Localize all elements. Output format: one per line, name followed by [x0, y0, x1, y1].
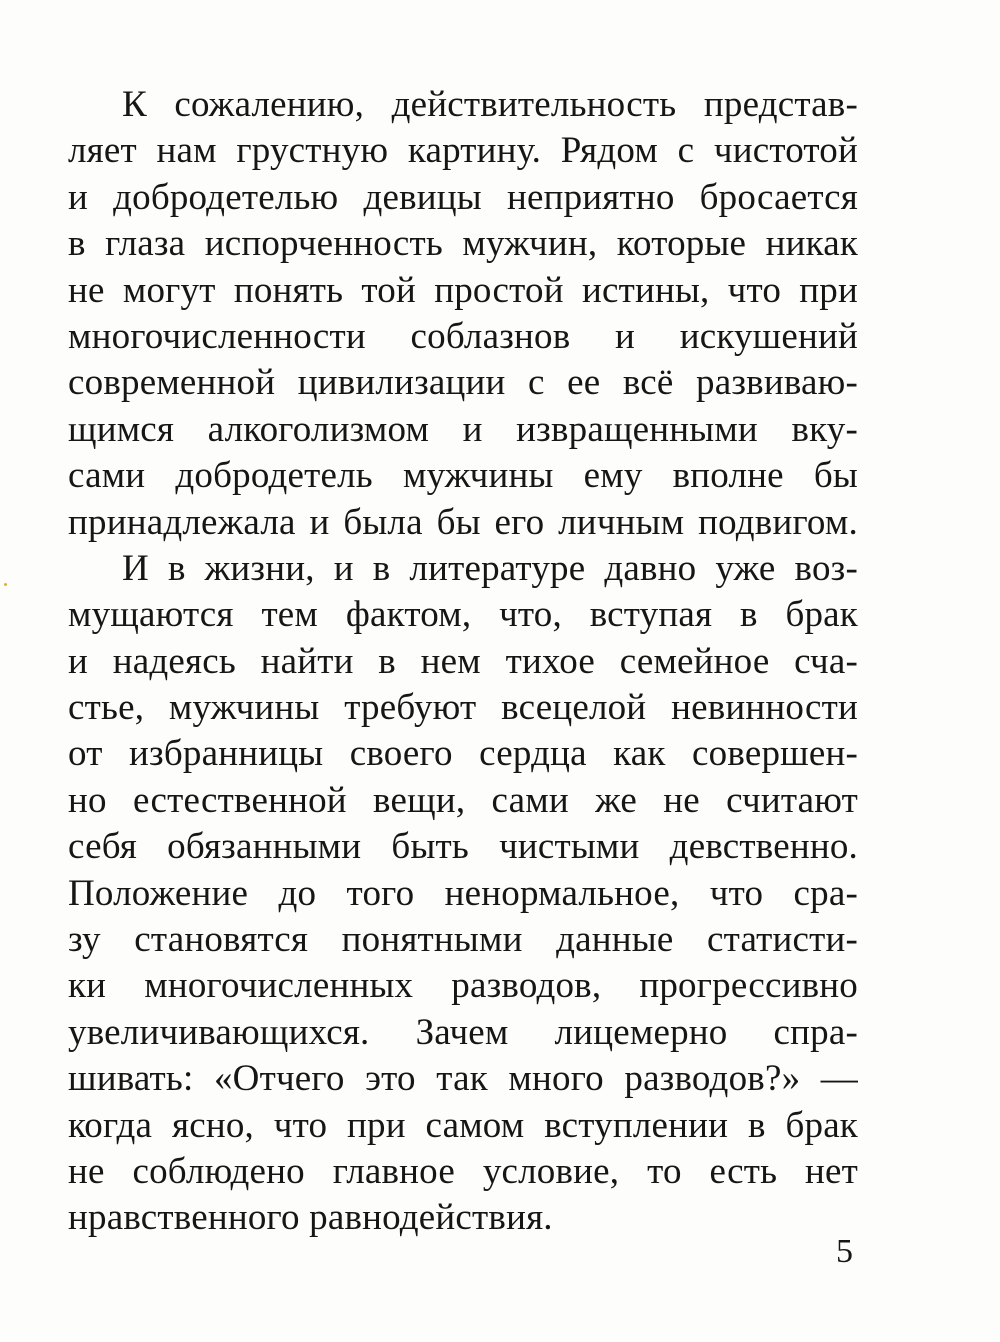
paragraph-1-line-10: принадлежала и была бы его личным подвигом. — [68, 501, 858, 543]
paragraph-2-line-7: себя обязанными быть чистыми девственно. — [68, 826, 858, 868]
paragraph-2-line-4: стье, мужчины требуют всецелой невинности — [68, 687, 858, 729]
paragraph-2-line-14: не соблюдено главное условие, то есть нет — [68, 1150, 858, 1192]
paragraph-2-line-1: И в жизни, и в литературе давно уже воз- — [122, 547, 858, 589]
paragraph-1-line-1: К сожалению, действительность представ- — [122, 84, 858, 125]
paragraph-1-line-9: сами добродетель мужчины ему вполне бы — [68, 455, 858, 497]
paragraph-2-line-12: шивать: «Отчего это так много разводов?» — — [68, 1058, 858, 1100]
paragraph-2-line-13: когда ясно, что при самом вступлении в брак — [68, 1104, 858, 1146]
paragraph-1-line-8: щимся алкоголизмом и извращенными вку- — [68, 408, 858, 450]
paragraph-1-line-4: в глаза испорченность мужчин, которые никак — [68, 223, 858, 265]
paper-speck — [4, 583, 7, 586]
paragraph-2-line-10: ки многочисленных разводов, прогрессивно — [68, 965, 858, 1007]
paragraph-2-line-2: мущаются тем фактом, что, вступая в брак — [68, 594, 858, 636]
paragraph-1-line-2: ляет нам грустную картину. Рядом с чистотой — [68, 130, 858, 172]
paragraph-2-line-11: увеличивающихся. Зачем лицемерно спра- — [68, 1011, 858, 1053]
paragraph-1-line-7: современной цивилизации с ее всё развиваю- — [68, 362, 858, 404]
paragraph-2-line-3: и надеясь найти в нем тихое семейное сча- — [68, 640, 858, 682]
page-number: 5 — [836, 1233, 853, 1270]
paragraph-1-line-5: не могут понять той простой истины, что при — [68, 269, 858, 311]
paragraph-2-line-9: зу становятся понятными данные статисти- — [68, 919, 858, 961]
paragraph-2-line-8: Положение до того ненормальное, что сра- — [68, 872, 858, 914]
paragraph-2-line-15: нравственного равнодействия. — [68, 1197, 553, 1239]
paragraph-1-line-6: многочисленности соблазнов и искушений — [68, 315, 858, 357]
paragraph-2-line-6: но естественной вещи, сами же не считают — [68, 779, 858, 821]
paragraph-2-line-5: от избранницы своего сердца как совершен- — [68, 733, 858, 775]
body-text — [68, 82, 858, 1242]
paragraph-1-line-3: и добродетелью девицы неприятно бросается — [68, 176, 858, 218]
